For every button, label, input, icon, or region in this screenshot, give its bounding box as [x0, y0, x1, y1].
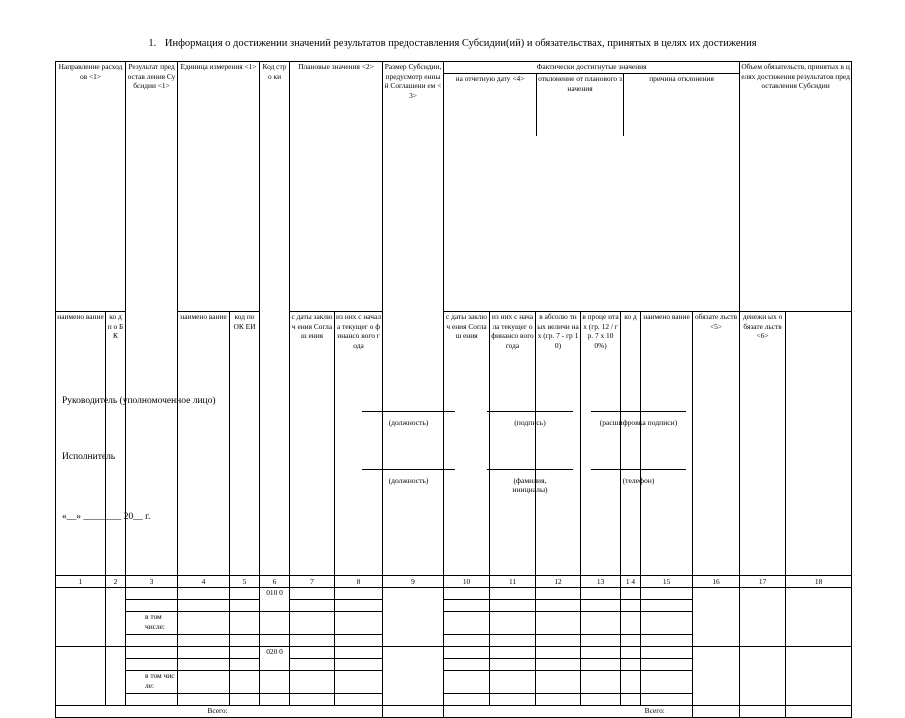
header-reason-name: наимено вание	[641, 312, 693, 576]
data-cell[interactable]	[490, 600, 536, 612]
col-number: 2	[106, 576, 126, 588]
executor-name-line[interactable]	[487, 469, 573, 470]
data-cell[interactable]	[581, 647, 621, 659]
header-code-bk: ко д п о Б К	[106, 312, 126, 576]
executor-phone-line[interactable]	[591, 469, 686, 470]
header-actual-since-agreement: с даты заключ ения Соглаш ения	[444, 312, 490, 576]
data-cell[interactable]	[536, 659, 581, 671]
data-cell[interactable]	[335, 600, 383, 612]
header-unit-name: наимено вание	[178, 312, 230, 576]
date-line[interactable]: «__» ________ 20__ г.	[62, 512, 151, 522]
data-cell[interactable]	[444, 588, 490, 600]
header-direction-name: наимено вание	[56, 312, 106, 576]
col-number: 1	[56, 576, 106, 588]
data-cell[interactable]	[693, 588, 740, 647]
data-cell[interactable]	[178, 671, 230, 694]
col-number: 1 4	[621, 576, 641, 588]
report-table	[55, 61, 852, 718]
data-cell[interactable]	[444, 635, 490, 647]
data-cell[interactable]	[290, 635, 335, 647]
row-code-0100: 010 0	[260, 588, 290, 612]
data-cell[interactable]	[641, 600, 693, 612]
data-cell[interactable]	[641, 635, 693, 647]
data-cell[interactable]	[335, 612, 383, 635]
col-number: 10	[444, 576, 490, 588]
header-on-date: на отчетную дату <4>	[444, 74, 537, 136]
data-cell[interactable]	[56, 647, 106, 706]
executor-label: Исполнитель	[62, 452, 116, 462]
col-number: 3	[126, 576, 178, 588]
data-cell[interactable]	[536, 694, 581, 706]
data-cell[interactable]	[621, 659, 641, 671]
data-cell[interactable]	[536, 635, 581, 647]
data-cell[interactable]	[335, 588, 383, 600]
header-okei: код по ОК ЕИ	[230, 312, 260, 576]
header-actual: Фактически достигнутые значения	[444, 62, 739, 74]
header-reason-code: ко д	[621, 312, 641, 576]
header-unit: Единица измерения <1>	[178, 62, 260, 312]
header-direction: Направление расходов <1>	[56, 62, 126, 312]
data-cell[interactable]	[178, 694, 230, 706]
data-cell[interactable]	[621, 588, 641, 600]
data-cell[interactable]	[290, 647, 335, 659]
including-label	[126, 612, 178, 635]
data-cell[interactable]	[641, 612, 693, 635]
data-cell[interactable]	[621, 600, 641, 612]
col-number: 11	[490, 576, 536, 588]
including-text: в том числе:	[145, 612, 165, 631]
data-cell[interactable]	[490, 588, 536, 600]
data-cell[interactable]	[621, 694, 641, 706]
total-blank	[536, 706, 581, 718]
data-cell[interactable]	[444, 647, 490, 659]
data-cell[interactable]	[490, 671, 536, 694]
executor-name-caption: (фамилия, инициалы)	[512, 476, 548, 494]
including-text: в том числе:	[145, 671, 175, 690]
data-cell[interactable]	[581, 694, 621, 706]
col-number: 8	[335, 576, 383, 588]
data-cell[interactable]	[536, 612, 581, 635]
data-cell[interactable]	[178, 600, 230, 612]
data-cell[interactable]	[260, 635, 290, 647]
data-cell[interactable]	[290, 600, 335, 612]
data-cell[interactable]	[290, 612, 335, 635]
data-cell[interactable]	[230, 671, 260, 694]
total-cell[interactable]	[740, 706, 786, 718]
data-cell[interactable]	[641, 659, 693, 671]
executor-position-line[interactable]	[362, 469, 455, 470]
data-cell[interactable]	[490, 635, 536, 647]
data-cell[interactable]	[581, 635, 621, 647]
data-cell[interactable]	[126, 659, 178, 671]
data-cell[interactable]	[641, 671, 693, 694]
data-cell[interactable]	[641, 588, 693, 600]
page-title	[0, 38, 905, 49]
data-cell[interactable]	[490, 647, 536, 659]
col-number: 18	[786, 576, 852, 588]
data-cell[interactable]	[260, 694, 290, 706]
total-cell[interactable]	[383, 706, 444, 718]
col-number: 17	[740, 576, 786, 588]
col-number: 9	[383, 576, 444, 588]
col-number: 16	[693, 576, 740, 588]
header-deviation: отклонение от планового значения	[537, 74, 624, 136]
data-cell[interactable]	[230, 647, 260, 659]
data-cell[interactable]	[335, 694, 383, 706]
data-cell[interactable]	[490, 612, 536, 635]
header-deviation-abs: в абсолю тных величи нах (гр. 7 - гр 10)	[536, 312, 581, 576]
data-cell[interactable]	[230, 659, 260, 671]
header-reason: причина отклонения	[649, 74, 714, 83]
data-cell[interactable]	[260, 612, 290, 635]
col-number: 7	[290, 576, 335, 588]
head-label: Руководитель (уполномоченное лицо)	[62, 396, 216, 406]
col-number: 15	[641, 576, 693, 588]
data-cell[interactable]	[126, 588, 178, 600]
data-cell[interactable]	[126, 647, 178, 659]
decoding-line[interactable]	[591, 411, 686, 412]
data-cell[interactable]	[641, 647, 693, 659]
data-cell[interactable]	[260, 671, 290, 694]
signature-line[interactable]	[487, 411, 573, 412]
data-cell[interactable]	[178, 647, 230, 659]
data-cell[interactable]	[444, 671, 490, 694]
data-cell[interactable]	[230, 694, 260, 706]
total-blank	[581, 706, 621, 718]
total-label-actual: Всего:	[621, 706, 693, 718]
total-cell[interactable]	[693, 706, 740, 718]
data-cell[interactable]	[786, 647, 852, 706]
data-cell[interactable]	[106, 588, 126, 647]
data-cell[interactable]	[230, 588, 260, 600]
data-cell[interactable]	[621, 635, 641, 647]
data-cell[interactable]	[383, 588, 444, 647]
data-cell[interactable]	[581, 671, 621, 694]
data-cell[interactable]	[178, 612, 230, 635]
header-actual-group	[444, 62, 740, 312]
header-result: Результат предостав ления Субсидии <1>	[126, 62, 178, 576]
total-cell[interactable]	[786, 706, 852, 718]
data-cell[interactable]	[230, 612, 260, 635]
data-cell[interactable]	[230, 635, 260, 647]
data-cell[interactable]	[786, 588, 852, 647]
data-cell[interactable]	[581, 659, 621, 671]
executor-position-caption: (должность)	[388, 476, 429, 485]
data-cell[interactable]	[126, 600, 178, 612]
header-actual-since-year: из них с начала текущег о финансо вого года	[490, 312, 536, 576]
data-cell[interactable]	[230, 600, 260, 612]
data-cell[interactable]	[693, 647, 740, 706]
data-cell[interactable]	[178, 588, 230, 600]
data-cell[interactable]	[536, 671, 581, 694]
data-cell[interactable]	[444, 600, 490, 612]
data-cell[interactable]	[740, 647, 786, 706]
data-cell[interactable]	[621, 671, 641, 694]
data-cell[interactable]	[290, 659, 335, 671]
data-cell[interactable]	[621, 612, 641, 635]
data-cell[interactable]	[290, 671, 335, 694]
col-number: 13	[581, 576, 621, 588]
data-cell[interactable]	[444, 694, 490, 706]
including-label	[126, 671, 178, 694]
data-cell[interactable]	[106, 647, 126, 706]
signature-caption: (подпись)	[514, 418, 546, 427]
data-cell[interactable]	[536, 588, 581, 600]
col-number: 5	[230, 576, 260, 588]
header-planned-since-year: из них с начала текущег о финансо вого года	[335, 312, 383, 576]
data-cell[interactable]	[290, 588, 335, 600]
total-blank	[490, 706, 536, 718]
data-cell[interactable]	[444, 612, 490, 635]
data-cell[interactable]	[444, 659, 490, 671]
header-row-code: Код стро ки	[260, 62, 290, 576]
executor-phone-caption: (телефон)	[622, 476, 655, 485]
title-number: 1.	[148, 38, 157, 49]
total-label-planned: Всего:	[56, 706, 383, 718]
data-cell[interactable]	[126, 635, 178, 647]
position-line[interactable]	[362, 411, 455, 412]
row-code-0200: 020 0	[260, 647, 290, 671]
data-cell[interactable]	[383, 647, 444, 706]
data-cell[interactable]	[126, 694, 178, 706]
data-cell[interactable]	[56, 588, 106, 647]
data-cell[interactable]	[536, 647, 581, 659]
col-number: 12	[536, 576, 581, 588]
data-cell[interactable]	[581, 600, 621, 612]
data-cell[interactable]	[335, 659, 383, 671]
title-text: Информация о достижении значений результатов предоставления Субсидии(ий) и обязательствах, принятых в целях их достижения	[164, 38, 757, 49]
data-cell[interactable]	[621, 647, 641, 659]
total-blank	[444, 706, 490, 718]
header-planned: Плановые значения <2>	[290, 62, 383, 312]
data-cell[interactable]	[335, 647, 383, 659]
header-obligations-count: обязате льств <5>	[693, 312, 740, 576]
col-number: 4	[178, 576, 230, 588]
header-money-obligations: денежн ых обязате льств <6>	[740, 312, 786, 576]
data-cell[interactable]	[178, 659, 230, 671]
header-planned-since-agreement: с даты заключ ения Соглаш ения	[290, 312, 335, 576]
decoding-caption: (расшифровка подписи)	[599, 418, 678, 427]
data-cell[interactable]	[335, 635, 383, 647]
data-cell[interactable]	[740, 588, 786, 647]
data-cell[interactable]	[581, 588, 621, 600]
data-cell[interactable]	[641, 694, 693, 706]
col-number: 6	[260, 576, 290, 588]
data-cell[interactable]	[290, 694, 335, 706]
data-cell[interactable]	[581, 612, 621, 635]
header-obligations: Объем обязательств, принятых в целях достижения результатов предоставления Субсидии	[740, 62, 852, 312]
data-cell[interactable]	[178, 635, 230, 647]
position-caption: (должность)	[388, 418, 429, 427]
header-deviation-pct: в проце нтах (гр. 12 / гр. 7 x 100%)	[581, 312, 621, 576]
data-cell[interactable]	[536, 600, 581, 612]
data-cell[interactable]	[490, 659, 536, 671]
data-cell[interactable]	[335, 671, 383, 694]
header-subsidy-size: Размер Субсидии, предусмотр енный Соглашени ем <3>	[383, 62, 444, 576]
data-cell[interactable]	[490, 694, 536, 706]
